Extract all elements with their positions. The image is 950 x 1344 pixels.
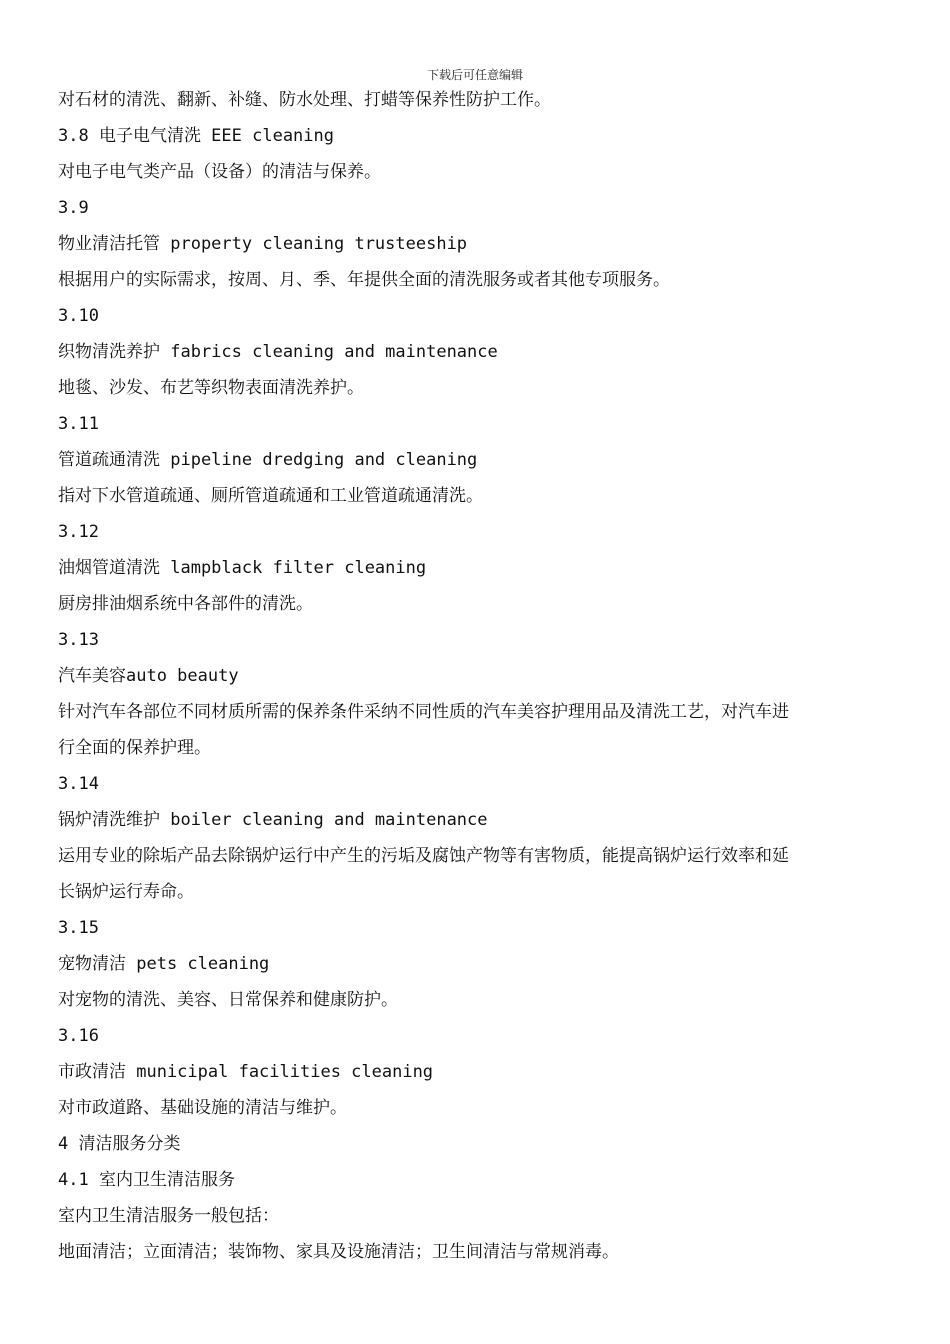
- definition-text: 对电子电气类产品（设备）的清洁与保养。: [58, 162, 381, 182]
- term-heading: 汽车美容auto beauty: [58, 666, 239, 686]
- body-text: 地面清洁；立面清洁；装饰物、家具及设施清洁；卫生间清洁与常规消毒。: [58, 1242, 619, 1262]
- definition-text: 指对下水管道疏通、厕所管道疏通和工业管道疏通清洗。: [58, 486, 483, 506]
- term-heading: 管道疏通清洗 pipeline dredging and cleaning: [58, 450, 478, 470]
- definition-text: 根据用户的实际需求，按周、月、季、年提供全面的清洗服务或者其他专项服务。: [58, 270, 670, 290]
- chapter-heading: 4 清洁服务分类: [58, 1134, 181, 1154]
- term-heading: 宠物清洁 pets cleaning: [58, 954, 270, 974]
- section-number: 3.16: [58, 1026, 99, 1046]
- body-text: 室内卫生清洁服务一般包括：: [58, 1206, 279, 1226]
- document-body: [58, 82, 906, 1270]
- term-heading: 织物清洗养护 fabrics cleaning and maintenance: [58, 342, 498, 362]
- subsection-heading: 4.1 室内卫生清洁服务: [58, 1170, 235, 1190]
- definition-text: 运用专业的除垢产品去除锅炉运行中产生的污垢及腐蚀产物等有害物质，能提高锅炉运行效率和延: [58, 846, 789, 866]
- definition-text: 对市政道路、基础设施的清洁与维护。: [58, 1098, 347, 1118]
- definition-text-continued: 行全面的保养护理。: [58, 738, 211, 758]
- term-heading: 锅炉清洗维护 boiler cleaning and maintenance: [58, 810, 488, 830]
- definition-text: 针对汽车各部位不同材质所需的保养条件采纳不同性质的汽车美容护理用品及清洗工艺，对汽车进: [58, 702, 789, 722]
- section-number: 3.14: [58, 774, 99, 794]
- term-heading: 物业清洁托管 property cleaning trusteeship: [58, 234, 468, 254]
- term-heading: 油烟管道清洗 lampblack filter cleaning: [58, 558, 427, 578]
- section-number: 3.13: [58, 630, 99, 650]
- section-number: 3.9: [58, 198, 89, 218]
- definition-text: 地毯、沙发、布艺等织物表面清洗养护。: [58, 378, 364, 398]
- section-number: 3.10: [58, 306, 99, 326]
- term-heading: 市政清洁 municipal facilities cleaning: [58, 1062, 434, 1082]
- page-header-note: 下载后可任意编辑: [426, 68, 523, 82]
- term-heading: 3.8 电子电气清洗 EEE cleaning: [58, 126, 334, 146]
- definition-text-continued: 长锅炉运行寿命。: [58, 882, 194, 902]
- definition-text: 对宠物的清洗、美容、日常保养和健康防护。: [58, 990, 398, 1010]
- definition-text: 对石材的清洗、翻新、补缝、防水处理、打蜡等保养性防护工作。: [58, 90, 551, 110]
- section-number: 3.12: [58, 522, 99, 542]
- section-number: 3.11: [58, 414, 99, 434]
- section-number: 3.15: [58, 918, 99, 938]
- definition-text: 厨房排油烟系统中各部件的清洗。: [58, 594, 313, 614]
